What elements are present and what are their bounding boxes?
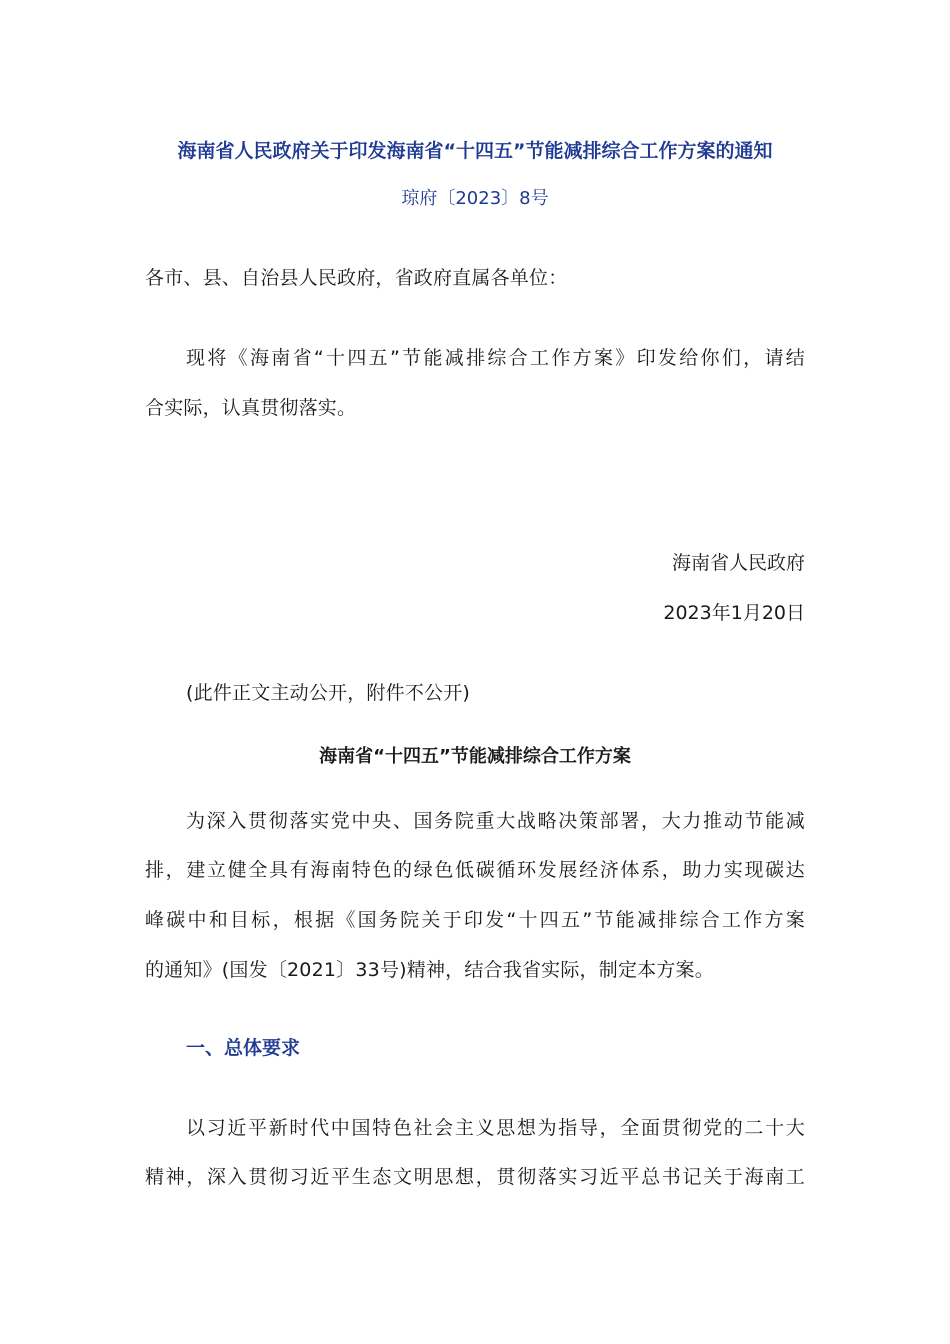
document-number: 琼府〔2023〕8号 bbox=[401, 188, 549, 209]
plan-title: 海南省“十四五”节能减排综合工作方案 bbox=[319, 746, 631, 767]
plan-intro-line-1: 为深入贯彻落实党中央、国务院重大战略决策部署，大力推动节能减 bbox=[186, 810, 805, 832]
issuer-signature: 海南省人民政府 bbox=[671, 552, 805, 574]
issue-date: 2023年1月20日 bbox=[663, 602, 805, 624]
section-1-line-1: 以习近平新时代中国特色社会主义思想为指导，全面贯彻党的二十大 bbox=[186, 1117, 805, 1139]
section-heading-general-requirements: 一、总体要求 bbox=[186, 1037, 301, 1059]
notice-title: 海南省人民政府关于印发海南省“十四五”节能减排综合工作方案的通知 bbox=[177, 140, 773, 162]
section-1-line-2: 精神，深入贯彻习近平生态文明思想，贯彻落实习近平总书记关于海南工 bbox=[145, 1166, 805, 1188]
notice-body-line-2: 合实际，认真贯彻落实。 bbox=[145, 397, 357, 419]
disclosure-note: (此件正文主动公开，附件不公开) bbox=[186, 682, 471, 704]
plan-intro-line-3: 峰碳中和目标，根据《国务院关于印发“十四五”节能减排综合工作方案 bbox=[145, 909, 805, 931]
plan-intro-line-4: 的通知》(国发〔2021〕33号)精神，结合我省实际，制定本方案。 bbox=[145, 959, 714, 981]
notice-body-line-1: 现将《海南省“十四五”节能减排综合工作方案》印发给你们，请结 bbox=[186, 347, 805, 369]
plan-intro-line-2: 排，建立健全具有海南特色的绿色低碳循环发展经济体系，助力实现碳达 bbox=[145, 859, 805, 881]
salutation: 各市、县、自治县人民政府，省政府直属各单位： bbox=[145, 267, 568, 289]
